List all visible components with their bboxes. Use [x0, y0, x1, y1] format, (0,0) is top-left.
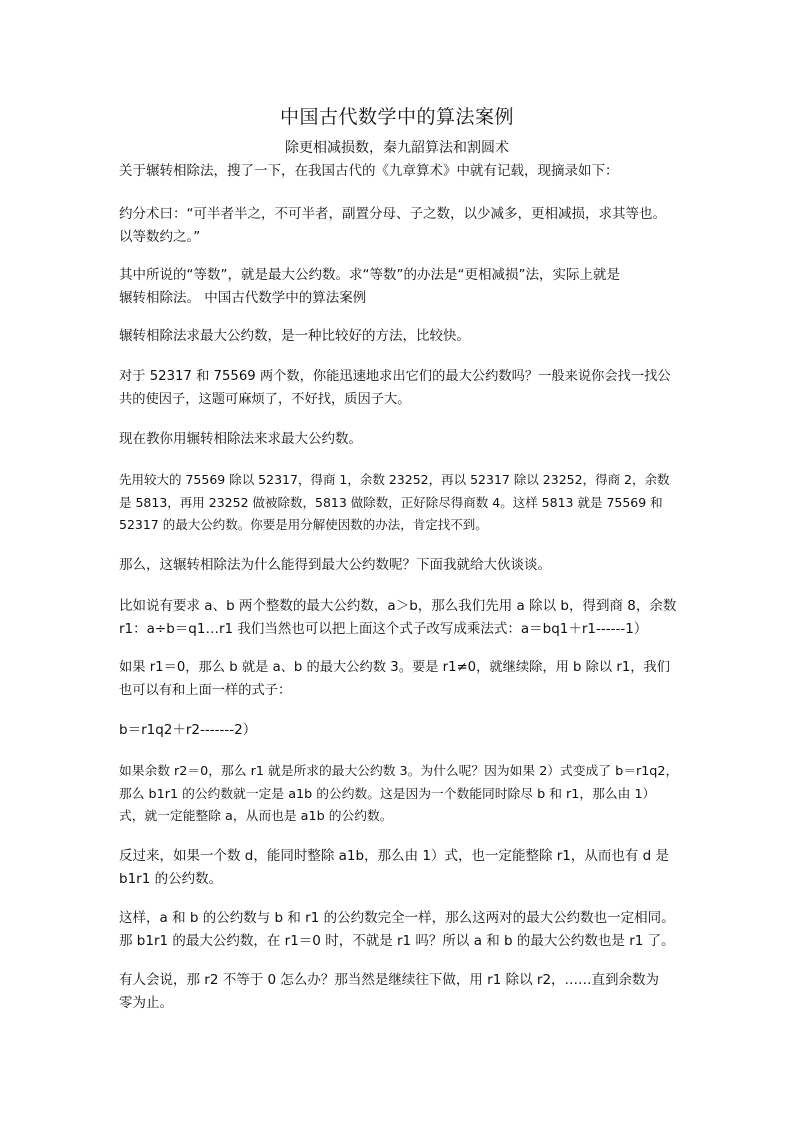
paragraph-3: [119, 264, 679, 309]
paragraph-15: [119, 969, 679, 1014]
paragraph-line: 如果余数 r2＝0，那么 r1 就是所求的最大公约数 3。为什么呢？因为如果 2）式变成了 b＝r1q2，: [119, 764, 679, 779]
paragraph-line: 辗转相除法。 中国古代数学中的算法案例: [119, 289, 367, 306]
paragraph-11: [119, 719, 679, 742]
paragraph-line: 其中所说的“等数”，就是最大公约数。求“等数”的办法是“更相减损”法，实际上就是: [119, 267, 620, 283]
paragraph-line: r1：a÷b＝q1…r1 我们当然也可以把上面这个式子改写成乘法式：a＝bq1＋r1------1）: [119, 620, 648, 637]
paragraph-line: 关于辗转相除法，搜了一下，在我国古代的《九章算术》中就有记载，现摘录如下：: [119, 163, 619, 179]
paragraph-14: [119, 907, 679, 952]
paragraph-line: 52317 的最大公约数。你要是用分解使因数的办法，肯定找不到。: [119, 517, 488, 532]
paragraph-line: 辗转相除法求最大公约数，是一种比较好的方法，比较快。: [119, 328, 470, 344]
paragraph-line: 现在教你用辗转相除法来求最大公约数。: [119, 431, 362, 447]
paragraph-line: b＝r1q2＋r2-------2）: [119, 722, 257, 738]
paragraph-line: 以等数约之。”: [119, 228, 201, 245]
paragraph-line: 零为止。: [119, 994, 173, 1011]
paragraph-1: [119, 160, 679, 183]
paragraph-line: 这样，a 和 b 的公约数与 b 和 r1 的公约数完全一样，那么这两对的最大公约数也一定相同。: [119, 910, 675, 926]
paragraph-7: [119, 469, 679, 537]
paragraph-line: 那么 b1r1 的公约数就一定是 a1b 的公约数。这是因为一个数能同时除尽 b 和 r1，那么由 1）: [119, 786, 656, 802]
paragraph-line: 如果 r1＝0，那么 b 就是 a、b 的最大公约数 3。要是 r1≠0，就继续除，用 b 除以 r1，我们: [119, 660, 670, 675]
paragraph-line: 对于 52317 和 75569 两个数，你能迅速地求出它们的最大公约数吗？一般来说你会找一找公: [119, 369, 671, 384]
paragraph-13: [119, 845, 679, 890]
paragraph-line: 那 b1r1 的最大公约数，在 r1＝0 时，不就是 r1 吗？所以 a 和 b 的最大公约数也是 r1 了。: [119, 932, 675, 949]
paragraph-line: 也可以有和上面一样的式子：: [119, 682, 292, 698]
paragraph-2: [119, 203, 679, 248]
paragraph-4: [119, 325, 679, 348]
paragraph-line: 有人会说，那 r2 不等于 0 怎么办？那当然是继续往下做，用 r1 除以 r2，……直到余数为: [119, 972, 660, 988]
paragraph-line: 约分术曰：“可半者半之，不可半者，副置分母、子之数，以少减多，更相减损，求其等也。: [119, 206, 666, 222]
paragraph-line: b1r1 的公约数。: [119, 870, 223, 887]
paragraph-line: 共的使因子，这题可麻烦了，不好找，质因子大。: [119, 391, 411, 407]
document-title: 中国古代数学中的算法案例: [279, 106, 514, 128]
paragraph-6: [119, 428, 679, 451]
paragraph-line: 那么，这辗转相除法为什么能得到最大公约数呢？下面我就给大伙谈谈。: [119, 557, 551, 573]
document-subtitle: 除更相减损数，秦九韶算法和割圆术: [285, 140, 509, 156]
paragraph-8: [119, 554, 679, 577]
paragraph-5: [119, 366, 679, 411]
paragraph-9: [119, 595, 679, 640]
paragraph-line: 反过来，如果一个数 d，能同时整除 a1b，那么由 1）式，也一定能整除 r1，从而也有 d 是: [119, 848, 670, 864]
paragraph-line: 式，就一定能整除 a，从而也是 a1b 的公约数。: [119, 809, 393, 824]
paragraph-10: [119, 657, 679, 702]
paragraph-line: 先用较大的 75569 除以 52317，得商 1，余数 23252，再以 52317 除以 23252，得商 2，余数: [119, 472, 670, 487]
paragraph-line: 比如说有要求 a、b 两个整数的最大公约数，a＞b，那么我们先用 a 除以 b，得到商 8，余数: [119, 598, 677, 614]
paragraph-12: [119, 761, 679, 829]
paragraph-line: 是 5813，再用 23252 做被除数，5813 做除数，正好除尽得商数 4。这样 5813 就是 75569 和: [119, 494, 663, 510]
